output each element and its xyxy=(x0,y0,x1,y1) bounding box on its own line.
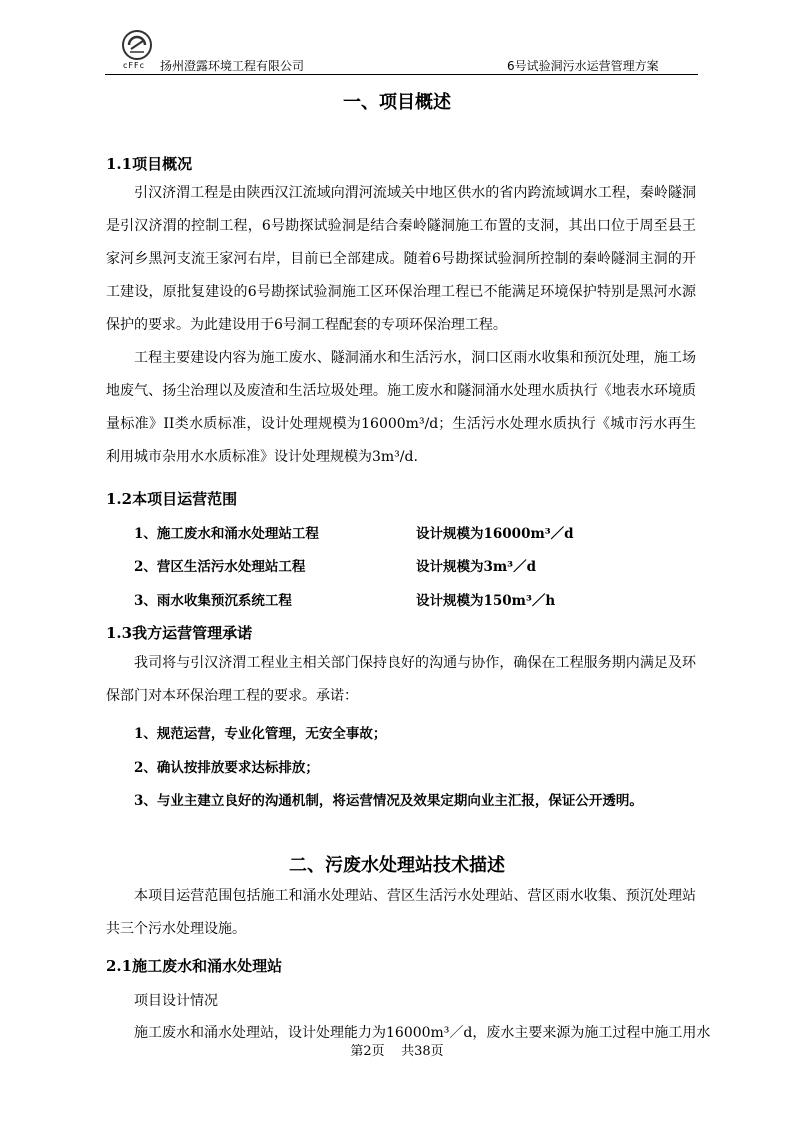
paragraph-2-intro: 本项目运营范围包括施工和涌水处理站、营区生活污水处理站、营区雨水收集、预沉处理站共三个污水处理设施。 xyxy=(106,888,696,937)
logo-text: cFFc xyxy=(123,61,145,70)
section2-title: 二、污废水处理站技术描述 xyxy=(289,855,505,876)
promise-item: 1、规范运营，专业化管理，无安全事故； xyxy=(134,726,387,742)
section1-title: 一、项目概述 xyxy=(343,92,451,113)
page-footer: 第2页 共38页 xyxy=(350,1044,444,1059)
scope-item-name: 3、雨水收集预沉系统工程 xyxy=(134,593,292,609)
section-1-3-heading: 1.3我方运营管理承诺 xyxy=(106,624,253,642)
paragraph-1-1-a: 引汉济渭工程是由陕西汉江流域向渭河流域关中地区供水的省内跨流域调水工程，秦岭隧洞是引汉济渭的控制工程，6号勘探试验洞是结合秦岭隧洞施工布置的支洞，其出口位于周至县王家河乡黑河支流王家河右岸，目前已全部建成。随着6号勘探试验洞所控制的秦岭隧洞主洞的开工建设，原批复建设的6号勘探试验洞施工区环保治理工程已不能满足环境保护特别是黑河水源保护的要求。为此建设用于6号洞工程配套的专项环保治理工程。 xyxy=(106,185,696,333)
header-doc-title: 6号试验洞污水运营管理方案 xyxy=(507,59,659,73)
scope-item-scale: 设计规模为150m³／h xyxy=(416,593,556,609)
scope-item-scale: 设计规模为3m³／d xyxy=(416,559,537,575)
scope-item-name: 1、施工废水和涌水处理站工程 xyxy=(134,526,319,542)
section-1-1-heading: 1.1项目概况 xyxy=(106,155,193,173)
promise-item: 2、确认按排放要求达标排放； xyxy=(134,760,319,776)
paragraph-1-1-b: 工程主要建设内容为施工废水、隧洞涌水和生活污水，洞口区雨水收集和预沉处理，施工场地废气、扬尘治理以及废渣和生活垃圾处理。施工废水和隧洞涌水处理水质执行《地表水环境质量标准》II类水质标准，设计处理规模为16000m³/d；生活污水处理水质执行《城市污水再生利用城市杂用水水质标准》设计处理规模为3m³/d. xyxy=(106,350,696,465)
header-company: 扬州澄露环境工程有限公司 xyxy=(160,59,305,73)
scope-item-name: 2、营区生活污水处理站工程 xyxy=(134,559,306,575)
section-2-1-subheading: 项目设计情况 xyxy=(134,993,218,1009)
section-1-2-heading: 1.2本项目运营范围 xyxy=(106,490,238,508)
scope-item-scale: 设计规模为16000m³／d xyxy=(416,526,574,542)
company-logo xyxy=(120,28,154,72)
promise-item: 3、与业主建立良好的沟通机制，将运营情况及效果定期向业主汇报，保证公开透明。 xyxy=(134,793,643,809)
section-2-1-heading: 2.1施工废水和涌水处理站 xyxy=(106,957,283,975)
paragraph-1-3: 我司将与引汉济渭工程业主相关部门保持良好的沟通与协作，确保在工程服务期内满足及环保部门对本环保治理工程的要求。承诺： xyxy=(106,655,696,704)
paragraph-2-1: 施工废水和涌水处理站，设计处理能力为16000m³／d，废水主要来源为施工过程中施工用水 xyxy=(134,1025,711,1041)
header-rule xyxy=(105,74,698,75)
